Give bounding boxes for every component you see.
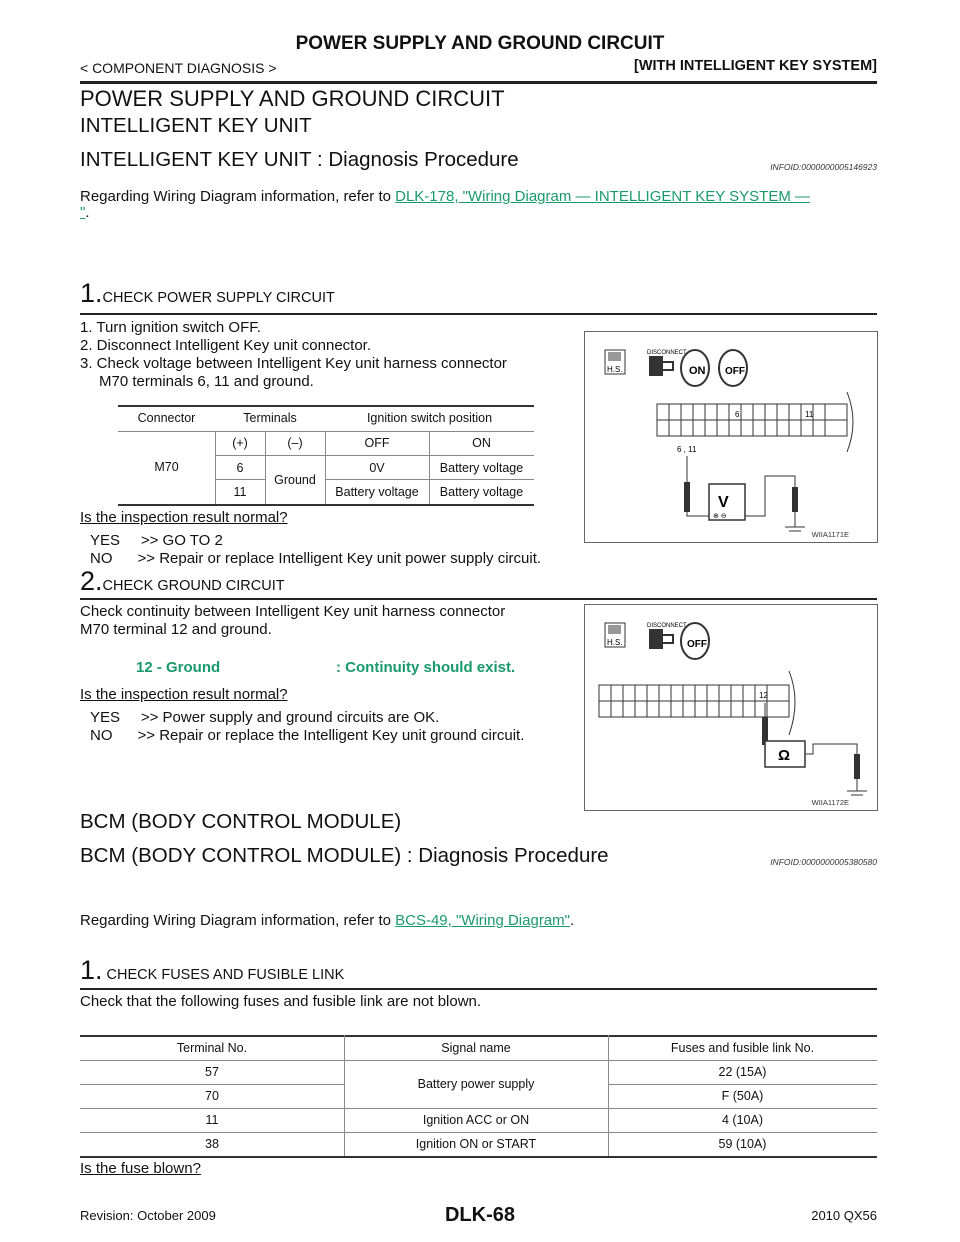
svg-text:OFF: OFF (725, 366, 745, 377)
header-rule (80, 81, 877, 84)
inspection-question: Is the inspection result normal? (80, 509, 288, 526)
voltage-check-diagram (585, 332, 877, 542)
svg-text:DISCONNECT: DISCONNECT (647, 623, 687, 629)
procedure-title-ik: INTELLIGENT KEY UNIT : Diagnosis Procedure (80, 148, 519, 171)
table-subheader: OFF (364, 436, 390, 450)
no-result: NO >> Repair or replace Intelligent Key unit power supply circuit. (90, 550, 542, 567)
fuse-row-fuse: 22 (15A) (718, 1065, 767, 1079)
sub-title-bcm: BCM (BODY CONTROL MODULE) (80, 810, 402, 833)
wiring-ref-ik-cont (80, 204, 90, 221)
fuse-row-term: 38 (205, 1137, 219, 1151)
step-number: 1. (80, 955, 103, 985)
instruction-item: 3. Check voltage between Intelligent Key unit harness connector (80, 355, 507, 372)
table-header: Terminals (243, 411, 297, 425)
terminal-cell: 6 (236, 461, 244, 475)
instruction-text: Check that the following fuses and fusible link are not blown. (80, 993, 482, 1010)
svg-text:ON: ON (689, 365, 706, 377)
table-header: Ignition switch position (366, 411, 493, 425)
svg-text:H.S.: H.S. (607, 365, 623, 374)
table-header: Fuses and fusible link No. (670, 1041, 815, 1055)
continuity-check-diagram (585, 605, 877, 810)
step-number: 2. (80, 566, 103, 596)
info-id-ik: INFOID:0000000005146923 (770, 162, 877, 172)
fuse-row-fuse: 4 (10A) (722, 1113, 763, 1127)
header-left: < COMPONENT DIAGNOSIS > (80, 60, 277, 76)
table-header: Terminal No. (176, 1041, 248, 1055)
no-result: NO >> Repair or replace the Intelligent Key unit ground circuit. (90, 727, 525, 744)
fuse-row-term: 11 (205, 1113, 219, 1127)
header-right: [WITH INTELLIGENT KEY SYSTEM] (633, 58, 877, 74)
yes-result: YES >> GO TO 2 (90, 532, 223, 549)
wiring-diagram-link[interactable]: DLK-178, "Wiring Diagram — INTELLIGENT KEY SYSTEM — (395, 188, 811, 205)
wiring-diagram-link[interactable]: BCS-49, "Wiring Diagram" (395, 912, 570, 929)
footer-page-number: DLK-68 (444, 1204, 515, 1226)
step-heading-1 (80, 278, 335, 309)
instruction-text: Check continuity between Intelligent Key unit harness connector (80, 603, 506, 620)
wiring-ref-prefix: Regarding Wiring Diagram information, refer to (80, 912, 396, 929)
svg-text:⊕ ⊖: ⊕ ⊖ (713, 513, 727, 520)
ground-cell: Ground (274, 473, 316, 487)
terminal-cell: 11 (233, 485, 247, 499)
step-heading-3 (80, 955, 344, 986)
instruction-item: M70 terminals 6, 11 and ground. (99, 373, 314, 390)
table-subheader: ON (472, 436, 491, 450)
svg-text:6: 6 (735, 410, 740, 419)
table-subheader: (+) (232, 436, 248, 450)
table-subheader: (–) (287, 436, 303, 450)
inspection-question: Is the inspection result normal? (80, 686, 288, 703)
svg-text:12: 12 (759, 691, 768, 700)
svg-text:V: V (718, 494, 729, 511)
spec-left: 12 - Ground (136, 659, 221, 676)
procedure-title-bcm: BCM (BODY CONTROL MODULE) : Diagnosis Procedure (80, 844, 609, 867)
svg-text:OFF: OFF (687, 639, 707, 650)
wiring-ref-bcm (80, 912, 574, 929)
step-heading-2 (80, 566, 285, 597)
fuse-row-signal: Ignition ACC or ON (422, 1113, 530, 1127)
step-rule (80, 313, 877, 315)
step-rule (80, 598, 877, 600)
wiring-ref-suffix: . (569, 912, 575, 929)
svg-text:6 , 11: 6 , 11 (677, 445, 697, 454)
sub-title-ik: INTELLIGENT KEY UNIT (80, 114, 312, 137)
yes-result: YES >> Power supply and ground circuits are OK. (90, 709, 440, 726)
value-cell: Battery voltage (439, 461, 524, 475)
footer-revision: Revision: October 2009 (80, 1208, 216, 1223)
continuity-spec (136, 659, 220, 676)
value-cell: Battery voltage (335, 485, 419, 499)
step-rule (80, 988, 877, 990)
instruction-text: M70 terminal 12 and ground. (80, 621, 272, 638)
step-number: 1. (80, 278, 103, 308)
continuity-check-figure (584, 604, 878, 811)
header-title: POWER SUPPLY AND GROUND CIRCUIT (295, 33, 665, 54)
figure-id: WIIA1172E (811, 798, 849, 807)
fuse-row-fuse: 59 (10A) (718, 1137, 767, 1151)
table-header: Signal name (441, 1041, 511, 1055)
wiring-diagram-link-cont[interactable]: " (80, 204, 86, 221)
instruction-item: 2. Disconnect Intelligent Key unit connector. (80, 337, 372, 354)
value-cell: 0V (369, 461, 385, 475)
step-title: CHECK GROUND CIRCUIT (102, 578, 285, 594)
svg-text:Ω: Ω (778, 747, 791, 764)
wiring-ref-ik (80, 188, 810, 205)
figure-id: WIIA1171E (811, 530, 849, 539)
svg-text:H.S.: H.S. (607, 638, 623, 647)
fuse-row-fuse: F (50A) (721, 1089, 764, 1103)
wiring-ref-prefix: Regarding Wiring Diagram information, refer to (80, 188, 396, 205)
fuse-row-term: 57 (205, 1065, 219, 1079)
value-cell: Battery voltage (439, 485, 524, 499)
fuse-row-signal: Battery power supply (417, 1077, 535, 1091)
fuse-row-signal: Ignition ON or START (415, 1137, 537, 1151)
voltage-check-figure (584, 331, 878, 543)
continuity-spec-right: : Continuity should exist. (336, 659, 516, 676)
fuse-question: Is the fuse blown? (80, 1160, 201, 1177)
connector-cell: M70 (154, 460, 179, 474)
footer-model: 2010 QX56 (811, 1208, 877, 1223)
instruction-item: 1. Turn ignition switch OFF. (80, 319, 261, 336)
svg-text:11: 11 (805, 410, 814, 419)
svg-text:DISCONNECT: DISCONNECT (647, 350, 687, 356)
main-title: POWER SUPPLY AND GROUND CIRCUIT (80, 86, 505, 111)
table-header: Connector (137, 411, 196, 425)
step-title: CHECK POWER SUPPLY CIRCUIT (102, 290, 335, 306)
fuse-row-term: 70 (205, 1089, 219, 1103)
info-id-bcm: INFOID:0000000005380580 (770, 857, 877, 867)
wiring-ref-suffix: . (85, 204, 90, 221)
step-title: CHECK FUSES AND FUSIBLE LINK (102, 967, 345, 983)
